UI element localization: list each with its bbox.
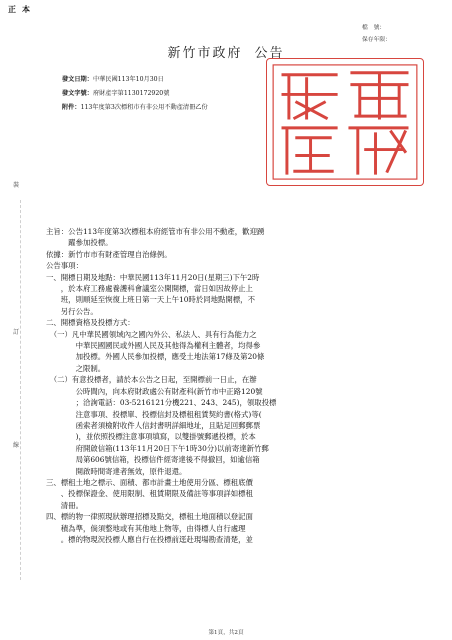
retention-label: 保存年限： (362, 37, 391, 43)
issue-date-row (62, 74, 164, 83)
notice-body (46, 226, 446, 545)
item-2-line: （一）凡中華民國領域內之國內外公、私法人、具有行為能力之 (46, 329, 257, 339)
agency-name: 新竹市政府 (167, 46, 243, 61)
item-2-line: )，並依照投標注意事項填寫，以雙掛號郵遞投標，於本 (46, 432, 256, 442)
binding-mark-middle: 訂 (13, 329, 20, 336)
issue-number-row (62, 88, 169, 97)
official-red-seal-icon (266, 58, 424, 186)
item-2-line: 開啟時間寄達者無效，原件退還。 (46, 466, 187, 476)
issue-number-value: 府財產字第1130172920號 (92, 90, 170, 97)
item-2-line: 二、開標資格及投標方式： (46, 318, 135, 328)
item-3-line: 、投標保證金、使用限制、租賃期限及備註等事項詳如標租 (46, 489, 253, 499)
notice-label: 公告 (254, 46, 285, 61)
item-2-line: 公時間內，向本府財政處公有財產科(新竹市中正路120號 (46, 386, 263, 396)
item-2-line: 注意事項、投標單、投標信封及標租租賃契約書(格式)等( (46, 409, 262, 419)
item-1-line: 另行公告。 (46, 306, 98, 316)
binding-line (20, 200, 21, 580)
item-2-line: 府開啟信箱(113年11月20日下午1時30分)以前寄達新竹郵 (46, 443, 269, 453)
item-3-line: 清冊。 (46, 500, 83, 510)
issue-date-label: 發文日期： (62, 76, 93, 83)
basis-line: 依據：新竹市市有財產管理自治條例。 (46, 249, 172, 259)
item-2-line: 之限制。 (46, 363, 106, 373)
attachment-row (62, 102, 208, 111)
items-heading: 公告事項： (46, 261, 83, 271)
copy-mark: 正本 (8, 4, 36, 14)
item-1-line: 班，則順延至恢復上班日第一天上午10時於同地點開標，不 (46, 295, 255, 305)
item-4-line: 。標的物現況投標人應自行在投標前逕赴現場勘查清楚，並 (46, 534, 253, 544)
item-4-line: 積為準，倘須整地或有其他地上物等，由得標人自行處理 (46, 523, 246, 533)
binding-mark-bottom: 線 (13, 442, 20, 449)
item-2-line: 中華民國國民或外國人民及其他得為權利主體者，均得參 (46, 341, 261, 351)
file-number-label: 檔 號： (362, 25, 386, 31)
item-2-line: 函索者須檢附收件人信封書明詳細地址，且貼足回郵郵票 (46, 420, 261, 430)
item-1-line: 一、開標日期及地點：中華民國113年11月20日(星期三)下午2時 (46, 272, 260, 282)
item-2-line: （二）有意投標者，請於本公告之日起，至開標前一日止，在辦 (46, 375, 257, 385)
item-4-line: 四、標的物一律照現狀辦理招標及點交，標租土地面積以登記面 (46, 512, 253, 522)
binding-mark-top: 裝 (13, 182, 20, 189)
subject-line: 躍參加投標。 (46, 238, 113, 248)
item-2-line: 加投標。外國人民參加投標，應受土地法第17條及第20條 (46, 352, 265, 362)
issue-date-value: 中華民國113年10月30日 (92, 76, 164, 83)
attachment-label: 附件： (62, 104, 81, 111)
page-number: 第1頁，共2頁 (208, 630, 244, 636)
attachment-value: 113年度第3次標租市有非公用不動產清冊乙份 (80, 104, 208, 111)
item-2-line: ；洽詢電話：03-5216121分機221、243、245)，領取投標 (46, 398, 277, 408)
item-3-line: 三、標租土地之標示、面積、都市計畫土地使用分區、標租底價 (46, 477, 253, 487)
issue-number-label: 發文字號： (62, 90, 93, 97)
item-1-line: ，於本府工務處養護科會議室公開開標，當日如因故停止上 (46, 284, 253, 294)
item-2-line: 局第606號信箱，投標信件經寄達後不得撤回，如逾信箱 (46, 455, 260, 465)
subject-line: 主旨：公告113年度第3次標租本府經管市有非公用不動產，歡迎踴 (46, 227, 265, 236)
